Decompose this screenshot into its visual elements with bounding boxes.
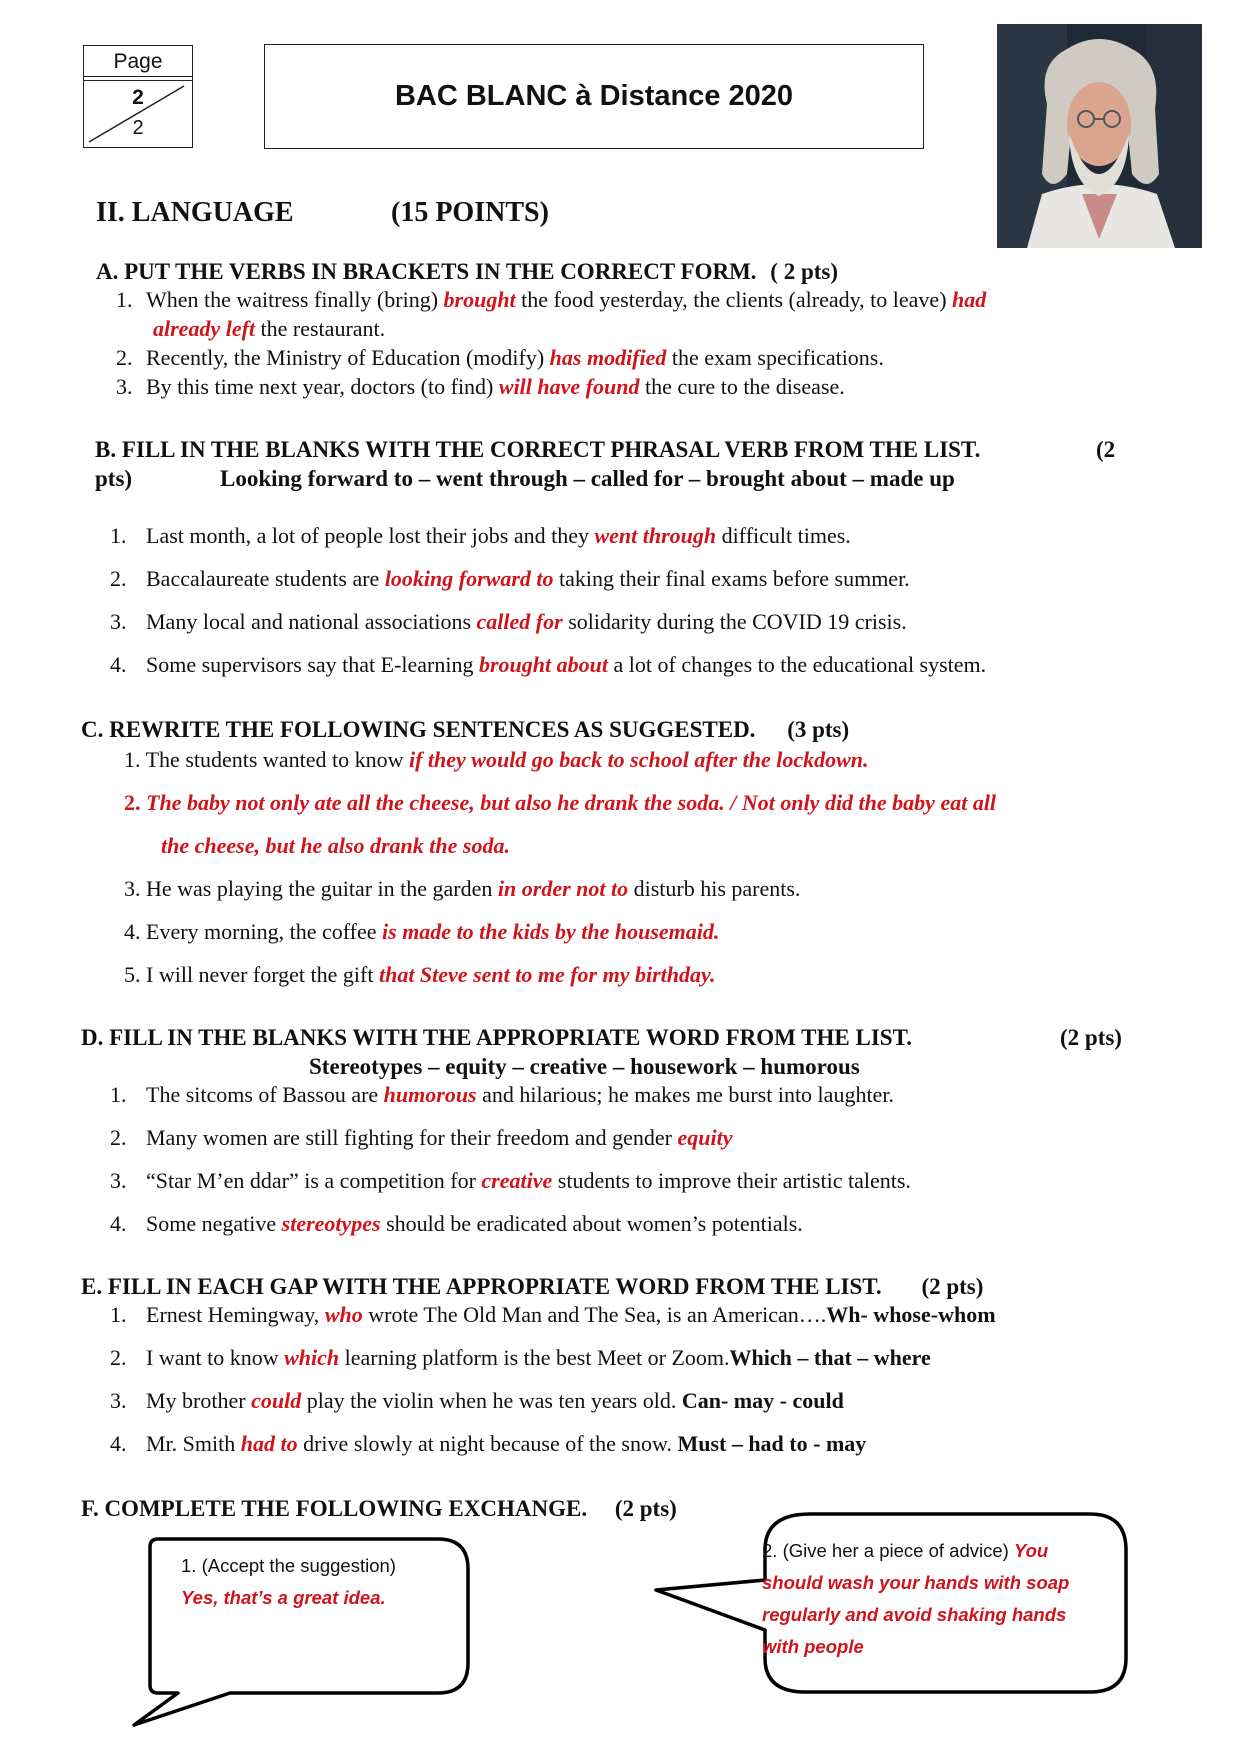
item-number: 1. <box>110 523 127 548</box>
answer: which <box>284 1345 340 1370</box>
answer: went through <box>594 523 717 548</box>
part-d-item <box>110 1125 733 1151</box>
item-text: the cure to the disease. <box>639 374 845 399</box>
answer: in order not to <box>497 876 629 901</box>
item-number: 4. <box>124 919 141 944</box>
item-text: Every morning, the coffee <box>146 919 383 944</box>
bubble-1-text <box>181 1550 396 1614</box>
answer: looking forward to <box>384 566 554 591</box>
part-e-item <box>110 1302 996 1328</box>
part-c-item <box>124 747 869 773</box>
item-number: 3. <box>110 1388 127 1413</box>
part-e-item <box>110 1345 931 1371</box>
page-number-box <box>83 45 193 148</box>
page-total: 2 <box>132 117 144 139</box>
answer: creative <box>481 1168 553 1193</box>
part-c-heading-text: C. REWRITE THE FOLLOWING SENTENCES AS SUGGESTED. <box>81 717 756 742</box>
part-b-points <box>1096 437 1115 463</box>
answer: had <box>952 287 987 312</box>
part-c-item <box>124 790 996 816</box>
part-a-points: ( 2 pts) <box>770 259 839 284</box>
answer: brought about <box>479 652 608 677</box>
item-number: 4. <box>110 652 127 677</box>
item-text: should be eradicated about women’s potentials. <box>380 1211 803 1236</box>
item-text: Many women are still fighting for their freedom and gender <box>146 1125 678 1150</box>
item-text: play the violin when he was ten years old. <box>301 1388 682 1413</box>
part-a-item <box>116 345 884 371</box>
part-b-word-list <box>220 466 955 492</box>
item-number: 1. <box>110 1082 127 1107</box>
part-e-points: (2 pts) <box>921 1274 984 1299</box>
word-list-text: Stereotypes – equity – creative – housework – humorous <box>309 1054 860 1079</box>
part-f-heading <box>81 1496 677 1522</box>
item-text: Last month, a lot of people lost their jobs and they <box>146 523 595 548</box>
item-number: 1. <box>124 747 141 772</box>
answer: who <box>324 1302 363 1327</box>
part-d-heading-text: D. FILL IN THE BLANKS WITH THE APPROPRIATE WORD FROM THE LIST. <box>81 1025 912 1050</box>
options: Which – that – where <box>729 1345 931 1370</box>
part-e-heading-text: E. FILL IN EACH GAP WITH THE APPROPRIATE WORD FROM THE LIST. <box>81 1274 882 1299</box>
item-text: I want to know <box>146 1345 285 1370</box>
item-text: drive slowly at night because of the snow. <box>297 1431 678 1456</box>
part-b-item <box>110 566 910 592</box>
word-list-text: Looking forward to – went through – called for – brought about – made up <box>220 466 955 491</box>
item-number: 5. <box>124 962 141 987</box>
item-text: the exam specifications. <box>666 345 884 370</box>
exam-title: BAC BLANC à Distance 2020 <box>394 80 794 112</box>
part-d-item <box>110 1082 894 1108</box>
item-number: 4. <box>110 1431 127 1456</box>
item-number: 2. <box>110 1345 127 1370</box>
item-text: He was playing the guitar in the garden <box>146 876 498 901</box>
part-d-item <box>110 1168 911 1194</box>
part-d-heading <box>81 1025 912 1051</box>
item-text: Some supervisors say that E-learning <box>146 652 479 677</box>
part-d-word-list <box>309 1054 860 1080</box>
part-b-item <box>110 523 851 549</box>
page-label: Page <box>84 48 192 77</box>
item-text: learning platform is the best Meet or Zoom. <box>339 1345 730 1370</box>
item-text: taking their final exams before summer. <box>553 566 910 591</box>
item-text: I will never forget the gift <box>146 962 379 987</box>
item-text: “Star M’en ddar” is a competition for <box>146 1168 482 1193</box>
item-text: Some negative <box>146 1211 282 1236</box>
part-b-heading <box>95 437 980 463</box>
answer: will have found <box>498 374 640 399</box>
item-text: The students wanted to know <box>145 747 409 772</box>
answer: equity <box>677 1125 733 1150</box>
part-c-item <box>124 919 719 945</box>
bubble-2-answer: with people <box>762 1636 864 1657</box>
item-text: Baccalaureate students are <box>146 566 385 591</box>
item-number: 4. <box>110 1211 127 1236</box>
part-e-item <box>110 1431 866 1457</box>
bubble-2-answer: should wash your hands with soap <box>762 1572 1070 1593</box>
exam-title-box <box>264 44 924 149</box>
options: Wh- whose-whom <box>826 1302 996 1327</box>
part-b-item <box>110 609 907 635</box>
bubble-2-answer: regularly and avoid shaking hands <box>762 1604 1067 1625</box>
part-a-heading-text: A. PUT THE VERBS IN BRACKETS IN THE CORRECT FORM. <box>96 259 757 284</box>
item-text: Mr. Smith <box>146 1431 241 1456</box>
part-d-points-text: (2 pts) <box>1060 1025 1122 1050</box>
section-points-text: (15 POINTS) <box>391 197 549 228</box>
options: Can- may - could <box>681 1388 844 1413</box>
part-b-heading-text: B. FILL IN THE BLANKS WITH THE CORRECT PHRASAL VERB FROM THE LIST. <box>95 437 981 462</box>
answer: brought <box>443 287 516 312</box>
answer: humorous <box>383 1082 477 1107</box>
bubble-2-text <box>762 1535 1069 1663</box>
section-title <box>96 197 294 229</box>
item-number: 2. <box>116 345 133 370</box>
answer: The baby not only ate all the cheese, but also he drank the soda. / Not only did the baby eat all <box>146 790 997 815</box>
item-text: By this time next year, doctors (to find) <box>146 374 499 399</box>
item-text: disturb his parents. <box>628 876 801 901</box>
item-text: The sitcoms of Bassou are <box>146 1082 384 1107</box>
item-text: Recently, the Ministry of Education (modify) <box>146 345 550 370</box>
answer: stereotypes <box>281 1211 381 1236</box>
item-number: 2. <box>110 566 127 591</box>
item-number: 3. <box>110 609 127 634</box>
part-c-item <box>124 962 715 988</box>
part-f-heading-text: F. COMPLETE THE FOLLOWING EXCHANGE. <box>81 1496 588 1521</box>
part-f-points: (2 pts) <box>614 1496 677 1521</box>
part-c-item <box>124 876 800 902</box>
bubble-1-prompt: 1. (Accept the suggestion) <box>181 1555 396 1576</box>
part-a-item <box>116 374 845 400</box>
answer: the cheese, but he also drank the soda. <box>161 833 510 858</box>
item-text: a lot of changes to the educational system. <box>608 652 987 677</box>
part-a-item <box>116 287 986 313</box>
item-text: My brother <box>146 1388 252 1413</box>
part-b-item <box>110 652 986 678</box>
part-a-heading <box>96 259 838 285</box>
item-text: wrote The Old Man and The Sea, is an American…. <box>362 1302 827 1327</box>
item-text: solidarity during the COVID 19 crisis. <box>562 609 907 634</box>
answer: if they would go back to school after the lockdown. <box>408 747 869 772</box>
item-text: When the waitress finally (bring) <box>146 287 444 312</box>
part-b-points-text: pts) <box>95 466 133 491</box>
item-text: Many local and national associations <box>146 609 477 634</box>
item-text: and hilarious; he makes me burst into laughter. <box>476 1082 894 1107</box>
answer: already left <box>153 316 256 341</box>
options: Must – had to - may <box>677 1431 867 1456</box>
bubble-2-answer: You <box>1013 1540 1049 1561</box>
part-a-item-continued <box>153 316 385 342</box>
section-points <box>391 197 549 229</box>
section-title-text: II. LANGUAGE <box>96 197 294 228</box>
item-text: the restaurant. <box>255 316 386 341</box>
part-b-points-continued <box>95 466 132 492</box>
page-current: 2 <box>132 86 144 109</box>
answer: that Steve sent to me for my birthday. <box>378 962 716 987</box>
item-text: difficult times. <box>716 523 851 548</box>
answer: could <box>251 1388 302 1413</box>
item-number: 3. <box>124 876 141 901</box>
part-e-item <box>110 1388 844 1414</box>
item-text: the food yesterday, the clients (already, to leave) <box>515 287 953 312</box>
item-number: 2. <box>124 790 141 815</box>
item-number: 3. <box>110 1168 127 1193</box>
part-c-heading <box>81 717 849 743</box>
part-b-points-text: (2 <box>1096 437 1116 462</box>
portrait-photo <box>997 24 1202 248</box>
item-number: 2. <box>110 1125 127 1150</box>
part-e-heading <box>81 1274 983 1300</box>
bubble-2-prompt: 2. (Give her a piece of advice) <box>762 1540 1014 1561</box>
item-number: 1. <box>110 1302 127 1327</box>
answer: called for <box>476 609 563 634</box>
bubble-1-answer: Yes, that’s a great idea. <box>181 1587 386 1608</box>
item-number: 3. <box>116 374 133 399</box>
answer: has modified <box>549 345 667 370</box>
item-text: students to improve their artistic talents. <box>552 1168 911 1193</box>
item-text: Ernest Hemingway, <box>146 1302 325 1327</box>
part-d-points <box>1060 1025 1122 1051</box>
part-c-item-continued <box>161 833 510 859</box>
item-number: 1. <box>116 287 133 312</box>
answer: is made to the kids by the housemaid. <box>382 919 720 944</box>
answer: had to <box>240 1431 298 1456</box>
part-c-points: (3 pts) <box>787 717 850 742</box>
part-d-item <box>110 1211 803 1237</box>
